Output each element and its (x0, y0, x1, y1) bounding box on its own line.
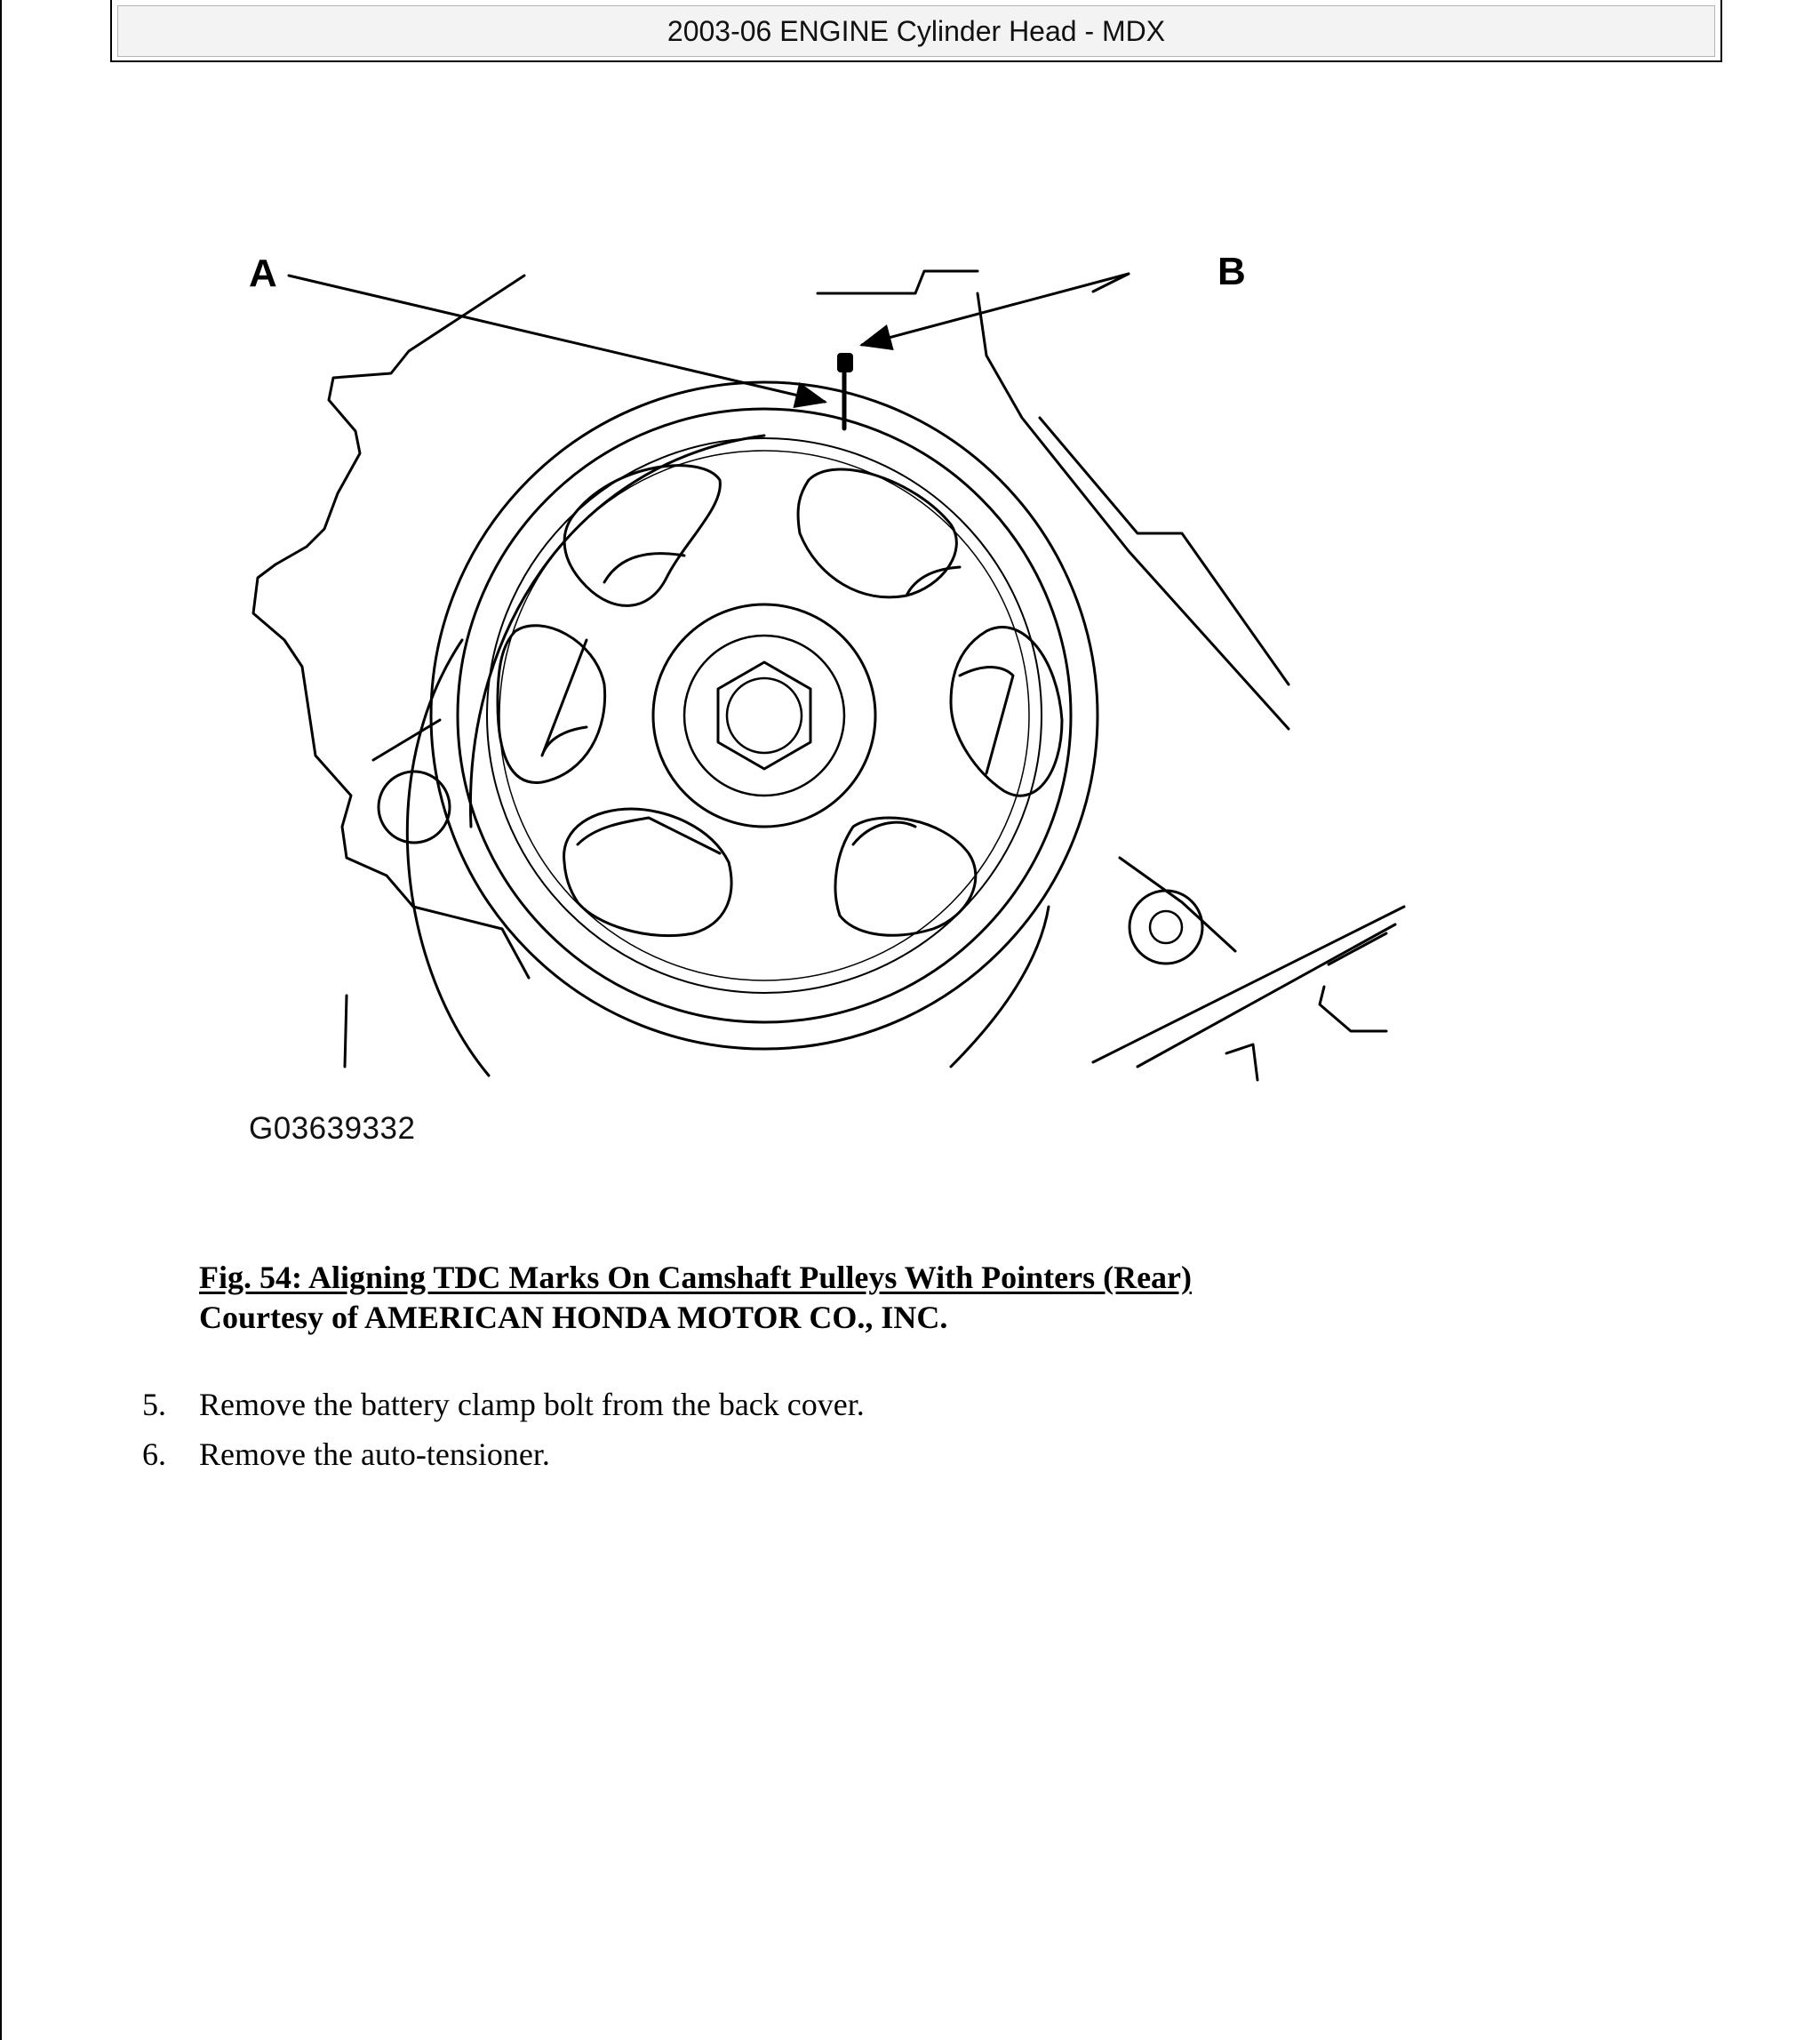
caption-courtesy: Courtesy of AMERICAN HONDA MOTOR CO., INC. (199, 1300, 948, 1335)
header-title: 2003-06 ENGINE Cylinder Head - MDX (117, 5, 1715, 57)
callout-b-label: B (1217, 250, 1246, 293)
step-text: Remove the battery clamp bolt from the back cover. (199, 1387, 865, 1422)
right-boss-inner (1150, 911, 1182, 943)
callout-b-leader (862, 274, 1129, 345)
pulley-diagram (240, 240, 1422, 1156)
callout-a-label: A (249, 252, 277, 295)
cover-right-boss (1040, 418, 1289, 684)
callout-a-leader (289, 276, 825, 402)
caption-title: Fig. 54: Aligning TDC Marks On Camshaft Pulleys With Pointers (Rear) (199, 1260, 1193, 1295)
spoke-window-right (951, 628, 1062, 796)
spoke-window-left (498, 626, 605, 783)
pulley-outer-rim (431, 382, 1098, 1049)
list-item (142, 1429, 865, 1479)
camshaft-pulley-figure (240, 240, 1422, 1156)
spoke-window-top-left (564, 466, 720, 606)
step-number: 5. (142, 1387, 166, 1422)
spoke-window-bottom-right (835, 818, 976, 935)
step-number: 6. (142, 1436, 166, 1472)
right-boss-outer (1130, 891, 1202, 964)
spoke-window-bottom-left (564, 809, 731, 936)
cover-upper-right (818, 271, 978, 293)
procedure-steps (142, 1380, 865, 1479)
list-item (142, 1380, 865, 1429)
hub-nut-face (727, 678, 802, 753)
step-text: Remove the auto-tensioner. (199, 1436, 550, 1472)
figure-code: G03639332 (249, 1111, 416, 1146)
figure-caption (199, 1258, 1192, 1338)
cover-lower-edge (345, 996, 347, 1067)
back-cover-outline (253, 276, 529, 978)
hub-bore (684, 636, 844, 796)
page-left-rule (0, 0, 2, 2040)
tdc-pointer-tab (837, 353, 853, 372)
pulley-hub (653, 604, 875, 827)
pulley-rim-4 (499, 451, 1029, 980)
spoke-window-top-right (798, 469, 956, 597)
page-header (110, 0, 1722, 62)
pulley-rim-2 (458, 409, 1071, 1022)
